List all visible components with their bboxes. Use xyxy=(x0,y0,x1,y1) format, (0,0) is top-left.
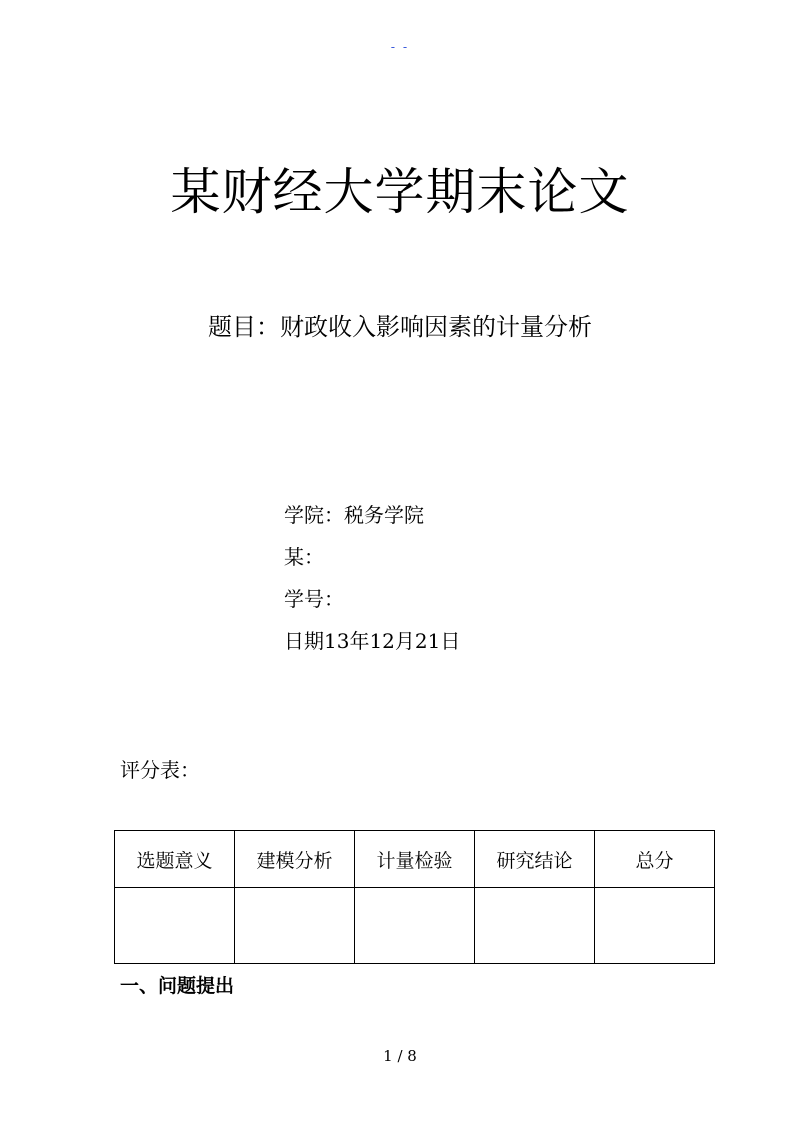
student-id-line: 学号： xyxy=(284,587,344,611)
score-table xyxy=(114,830,715,964)
score-header-total: 总分 xyxy=(595,831,715,888)
score-header-econometric-test: 计量检验 xyxy=(355,831,475,888)
score-cell-total xyxy=(595,888,715,964)
page-number: 1 / 8 xyxy=(383,1047,417,1065)
section-heading: 一、问题提出 xyxy=(120,975,235,997)
score-table-header-row xyxy=(115,831,715,888)
score-header-research-conclusion: 研究结论 xyxy=(475,831,595,888)
score-table-label: 评分表： xyxy=(120,758,200,782)
subject-line: 题目：财政收入影响因素的计量分析 xyxy=(208,313,592,341)
score-cell-research-conclusion xyxy=(475,888,595,964)
header-mark: - - xyxy=(390,40,410,54)
score-header-modeling-analysis: 建模分析 xyxy=(235,831,355,888)
score-cell-modeling-analysis xyxy=(235,888,355,964)
document-title: 某财经大学期末论文 xyxy=(170,163,630,221)
score-cell-econometric-test xyxy=(355,888,475,964)
score-header-topic-significance: 选题意义 xyxy=(115,831,235,888)
name-line: 某： xyxy=(284,545,324,569)
info-block xyxy=(284,500,704,668)
score-cell-topic-significance xyxy=(115,888,235,964)
score-table-value-row xyxy=(115,888,715,964)
date-line: 日期13年12月21日 xyxy=(284,629,461,653)
college-line: 学院：税务学院 xyxy=(284,503,424,527)
